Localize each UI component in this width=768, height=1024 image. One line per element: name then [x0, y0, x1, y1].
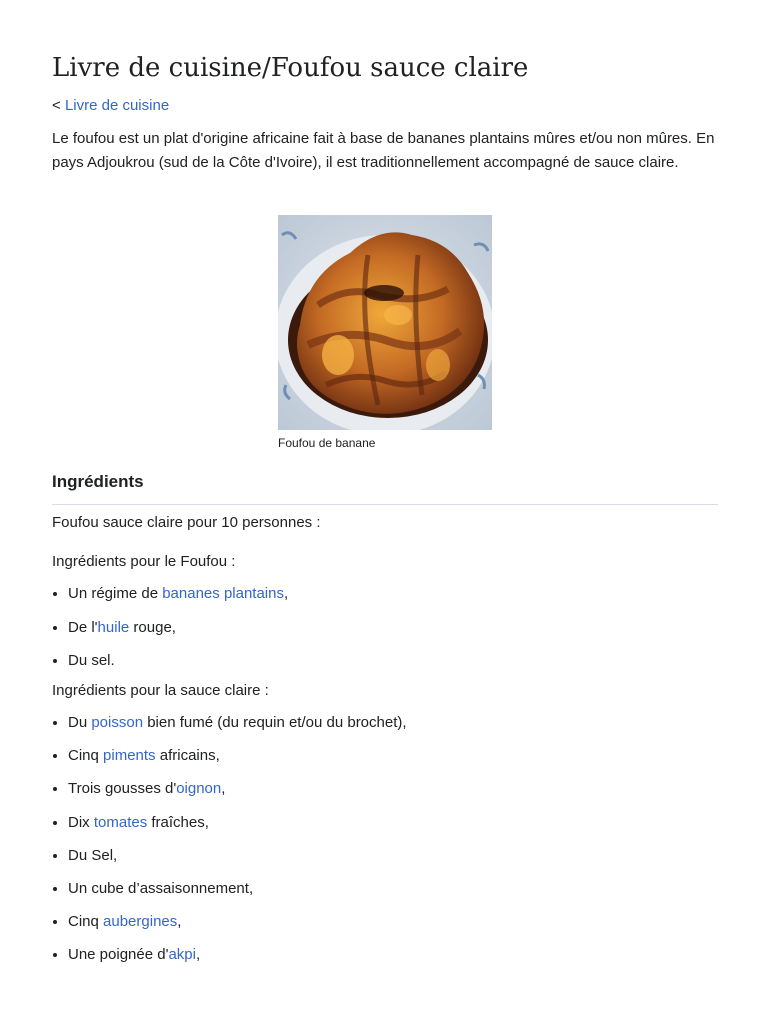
foufou-ingredients-label: Ingrédients pour le Foufou :: [52, 553, 236, 570]
list-item: [68, 617, 288, 651]
list-item-text: Cinq: [68, 913, 104, 931]
list-item: [68, 845, 407, 878]
figure-caption: Foufou de banane: [278, 436, 376, 450]
ingredient-link[interactable]: akpi: [168, 946, 196, 964]
list-item-text: bien fumé (du requin et/ou du brochet),: [143, 714, 407, 731]
breadcrumb-link[interactable]: Livre de cuisine: [64, 97, 170, 114]
foufou-photo[interactable]: [278, 215, 492, 430]
list-item: [68, 712, 407, 745]
servings-text: Foufou sauce claire pour 10 personnes :: [52, 514, 321, 531]
list-item-text: Dix: [68, 813, 94, 831]
breadcrumb-prefix: <: [52, 97, 65, 114]
ingredient-link[interactable]: oignon: [176, 780, 222, 798]
list-item-text: Une poignée d': [68, 946, 169, 964]
list-item-text: Cinq: [68, 747, 104, 765]
ingredient-link[interactable]: aubergines: [103, 913, 178, 931]
list-item-text: rouge,: [129, 618, 176, 636]
list-item: [68, 878, 407, 911]
list-item-text: ,: [177, 913, 182, 931]
list-item-text: africains,: [155, 747, 220, 765]
ingredient-link[interactable]: tomates: [93, 813, 148, 831]
list-item-text: Du sel.: [68, 652, 115, 669]
list-item: [68, 944, 407, 977]
ingredient-link[interactable]: bananes plantains: [162, 585, 284, 602]
list-item: [68, 745, 407, 778]
foufou-ingredient-list: [52, 583, 288, 684]
breadcrumb: [52, 96, 169, 116]
list-item-text: Trois gousses d': [68, 780, 177, 798]
sauce-ingredients-label: Ingrédients pour la sauce claire :: [52, 682, 269, 699]
ingredient-link[interactable]: piments: [103, 747, 156, 765]
list-item: [68, 583, 288, 617]
list-item-text: De l': [68, 618, 98, 636]
list-item-text: fraîches,: [147, 813, 209, 831]
list-item-text: ,: [195, 946, 201, 964]
list-item-text: Du Sel,: [68, 846, 118, 864]
list-item-text: ,: [221, 780, 226, 798]
figure: [278, 215, 492, 451]
list-item-text: Un régime de: [68, 585, 163, 602]
ingredient-link[interactable]: poisson: [91, 714, 144, 731]
list-item: [68, 812, 407, 845]
list-item-text: ,: [283, 585, 289, 602]
section-divider: [52, 504, 718, 505]
list-item-text: Un cube d’assaisonnement,: [68, 879, 254, 897]
sauce-ingredient-list: [52, 712, 407, 978]
page-title: Livre de cuisine/Foufou sauce claire: [52, 53, 529, 83]
list-item: [68, 778, 407, 811]
section-heading-ingredients: Ingrédients: [52, 472, 144, 491]
list-item: [68, 650, 288, 684]
intro-paragraph: Le foufou est un plat d'origine africaine fait à base de bananes plantains mûres et/ou non mûres. En pays Adjoukrou (sud de la Côte d'Ivoire), il est traditionnellement accompagné de sauce claire.: [52, 130, 715, 171]
list-item: [68, 911, 407, 944]
list-item-text: Du: [68, 714, 92, 731]
ingredient-link[interactable]: huile: [97, 618, 130, 636]
